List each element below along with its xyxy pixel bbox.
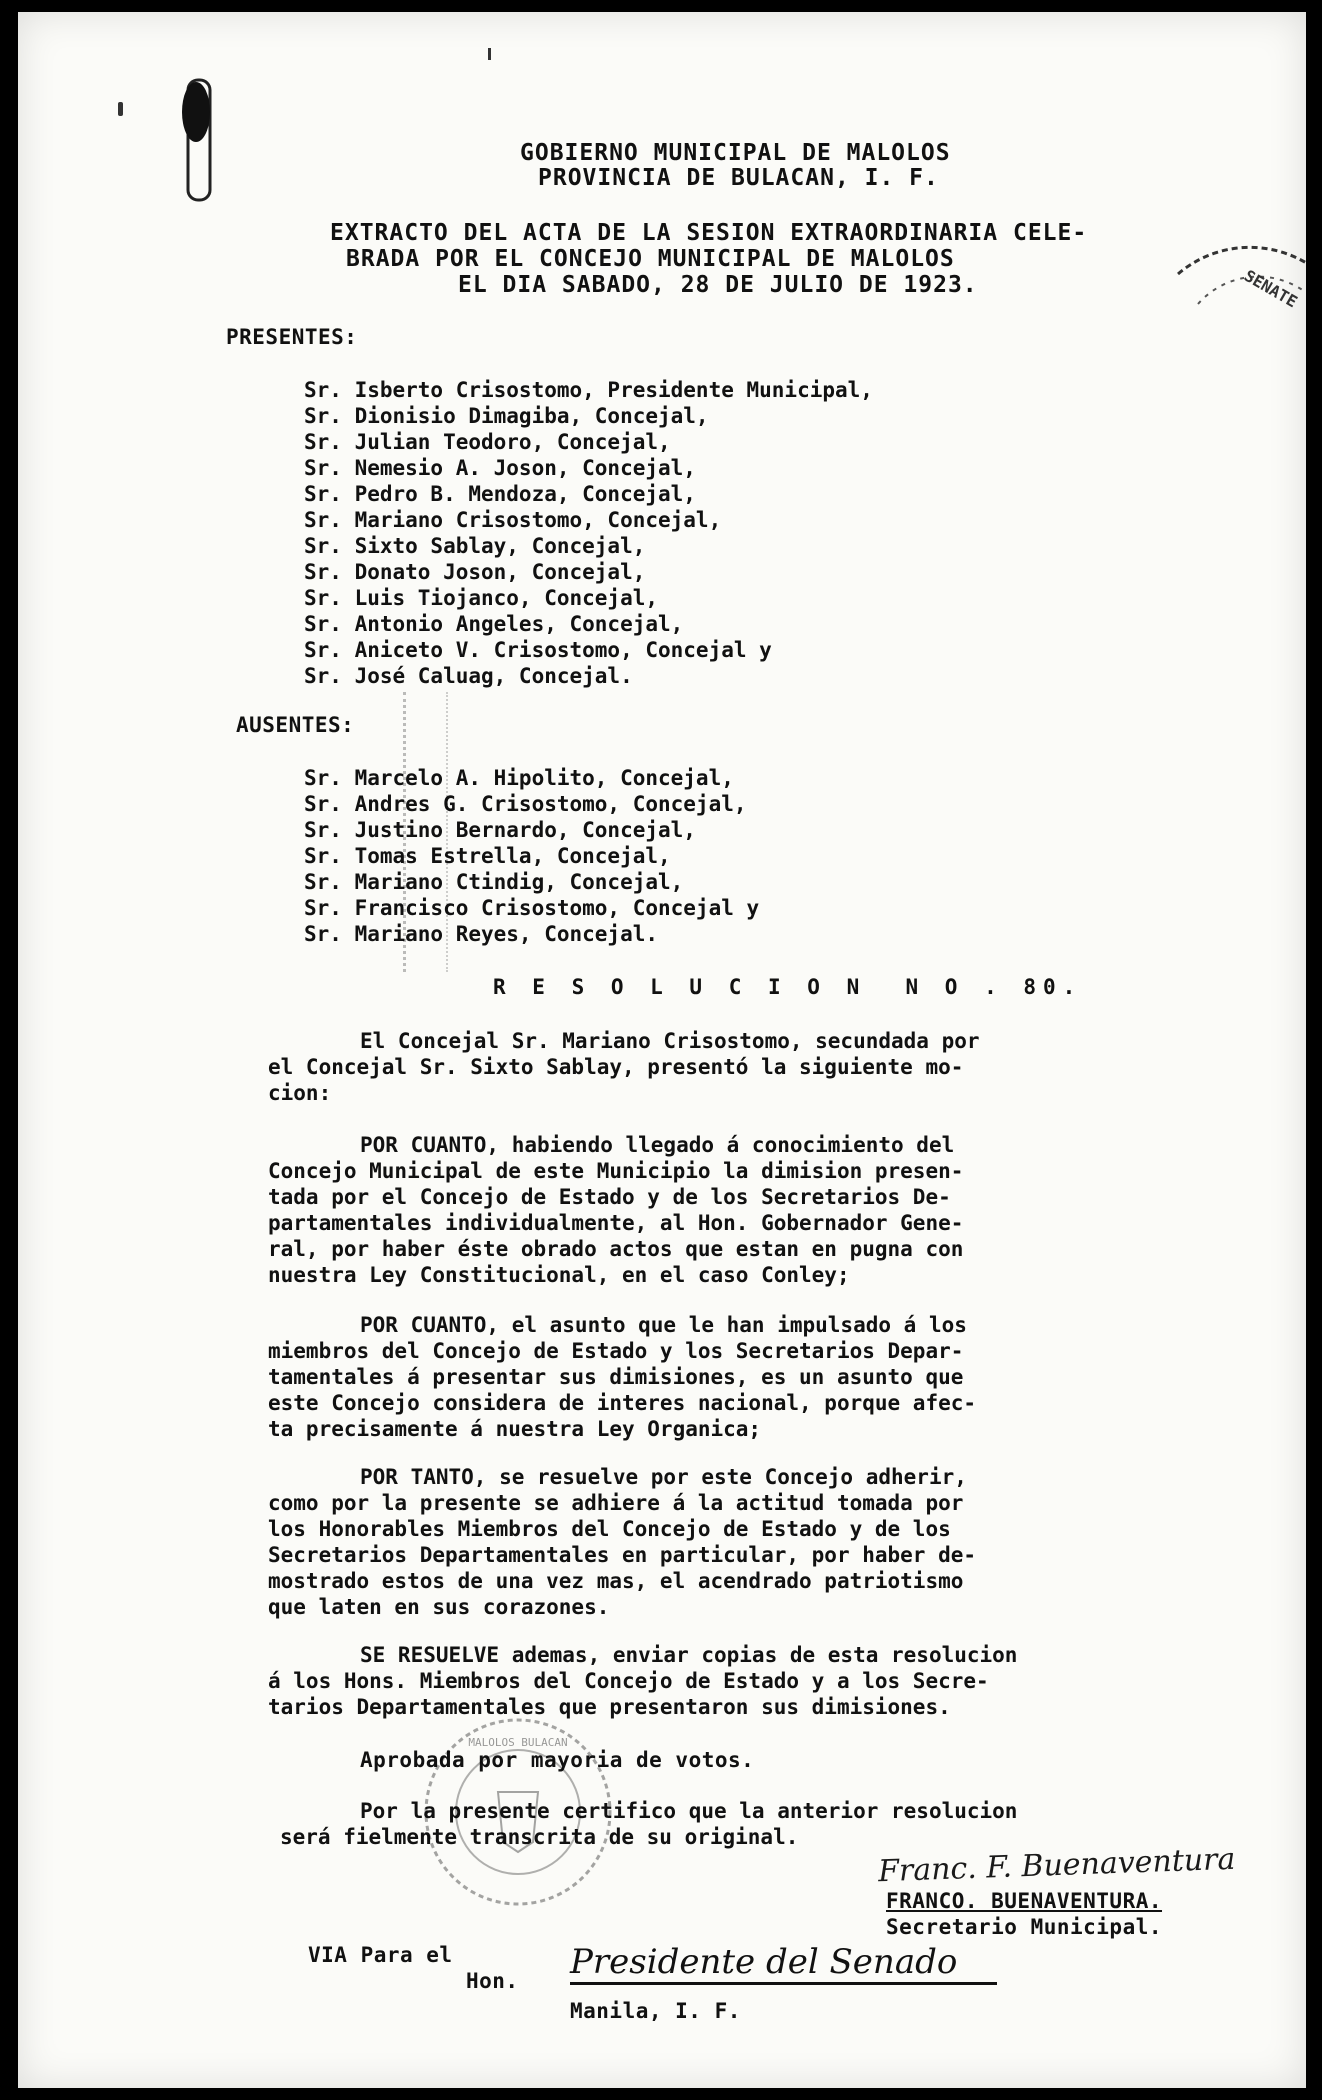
signature-name: FRANCO. BUENAVENTURA. (886, 1889, 1163, 1913)
ausentes-heading: AUSENTES: (236, 713, 355, 737)
intro-line: el Concejal Sr. Sixto Sablay, presentó la siguiente mo- (268, 1055, 964, 1079)
member-row: Sr. Donato Joson, Concejal, (304, 560, 646, 584)
intro-line: cion: (268, 1081, 332, 1105)
paragraph-line: será fielmente transcrita de su original. (280, 1825, 799, 1849)
document-page (18, 12, 1306, 2088)
member-row: Sr. Mariano Reyes, Concejal. (304, 922, 659, 946)
hon-label: Hon. (466, 1969, 519, 1993)
member-row: Sr. Luis Tiojanco, Concejal, (304, 586, 659, 610)
paragraph-line: ral, por haber éste obrado actos que estan en pugna con (268, 1237, 964, 1261)
resolution-title: R E S O L U C I O N N O . 80. (493, 975, 1083, 999)
member-row: Sr. Isberto Crisostomo, Presidente Municipal, (304, 378, 873, 402)
via-line: VIA Para el (308, 1943, 453, 1967)
municipal-seal (418, 1712, 618, 1912)
seal-text: MALOLOS BULACAN (468, 1736, 568, 1749)
paragraph-line: Secretarios Departamentales en particular, por haber de- (268, 1543, 977, 1567)
extract-line-3: EL DIA SABADO, 28 DE JULIO DE 1923. (458, 272, 978, 298)
member-row: Sr. Marcelo A. Hipolito, Concejal, (304, 766, 734, 790)
paragraph-line: tamentales á presentar sus dimisiones, es un asunto que (268, 1365, 964, 1389)
presentes-list (304, 377, 873, 689)
member-row: Sr. Nemesio A. Joson, Concejal, (304, 456, 696, 480)
member-row: Sr. José Caluag, Concejal. (304, 664, 633, 688)
handwritten-signature: Franc. F. Buenaventura (877, 1841, 1236, 1890)
por-tanto-paragraph (268, 1464, 1188, 1620)
paragraph-line: Por la presente certifico que la anterior resolucion (360, 1799, 1018, 1823)
member-row: Sr. Julian Teodoro, Concejal, (304, 430, 671, 454)
member-row: Sr. Andres G. Crisostomo, Concejal, (304, 792, 747, 816)
se-resuelve-paragraph (268, 1642, 1188, 1720)
intro-line: El Concejal Sr. Mariano Crisostomo, secundada por (360, 1029, 980, 1053)
header-line-1: GOBIERNO MUNICIPAL DE MALOLOS (520, 140, 951, 166)
paragraph-line: los Honorables Miembros del Concejo de Estado y de los (268, 1517, 951, 1541)
paragraph-line: POR TANTO, se resuelve por este Concejo adherir, (360, 1465, 967, 1489)
ink-speck (488, 48, 491, 60)
paragraph-line: SE RESUELVE ademas, enviar copias de esta resolucion (360, 1643, 1018, 1667)
paragraph-line: mostrado estos de una vez mas, el acendrado patriotismo (268, 1569, 964, 1593)
certifico-paragraph (268, 1798, 1188, 1850)
paragraph-line: tada por el Concejo de Estado y de los Secretarios De- (268, 1185, 951, 1209)
member-row: Sr. Dionisio Dimagiba, Concejal, (304, 404, 709, 428)
extract-line-2: BRADA POR EL CONCEJO MUNICIPAL DE MALOLOS (346, 246, 955, 272)
member-row: Sr. Mariano Ctindig, Concejal, (304, 870, 684, 894)
binder-hole-mark (168, 72, 228, 212)
member-row: Sr. Justino Bernardo, Concejal, (304, 818, 696, 842)
member-row: Sr. Pedro B. Mendoza, Concejal, (304, 482, 696, 506)
paragraph-line: á los Hons. Miembros del Concejo de Estado y a los Secre- (268, 1669, 989, 1693)
por-cuanto-2-paragraph (268, 1312, 1188, 1442)
paragraph-line: que laten en sus corazones. (268, 1595, 610, 1619)
paragraph-line: Concejo Municipal de este Municipio la dimision presen- (268, 1159, 964, 1183)
member-row: Sr. Tomas Estrella, Concejal, (304, 844, 671, 868)
header-line-2: PROVINCIA DE BULACAN, I. F. (538, 165, 939, 191)
paragraph-line: como por la presente se adhiere á la actitud tomada por (268, 1491, 964, 1515)
handwritten-addressee: Presidente del Senado (570, 1942, 997, 1985)
paragraph-line: tarios Departamentales que presentaron sus dimisiones. (268, 1695, 951, 1719)
presentes-heading: PRESENTES: (226, 325, 358, 349)
ausentes-list (304, 765, 759, 947)
aprobada-line: Aprobada por mayoria de votos. (360, 1748, 755, 1772)
paragraph-line: POR CUANTO, habiendo llegado á conocimiento del (360, 1133, 955, 1157)
intro-paragraph (268, 1028, 1188, 1106)
por-cuanto-1-paragraph (268, 1132, 1188, 1288)
member-row: Sr. Antonio Angeles, Concejal, (304, 612, 684, 636)
paragraph-line: POR CUANTO, el asunto que le han impulsado á los (360, 1313, 967, 1337)
received-stamp-text: SENATE (1241, 266, 1301, 312)
paragraph-line: partamentales individualmente, al Hon. Gobernador Gene- (268, 1211, 964, 1235)
paragraph-line: nuestra Ley Constitucional, en el caso Conley; (268, 1263, 850, 1287)
paragraph-line: ta precisamente á nuestra Ley Organica; (268, 1417, 762, 1441)
paragraph-line: este Concejo considera de interes nacional, porque afec- (268, 1391, 977, 1415)
member-row: Sr. Francisco Crisostomo, Concejal y (304, 896, 760, 920)
addressee-place: Manila, I. F. (570, 1999, 741, 2023)
member-row: Sr. Aniceto V. Crisostomo, Concejal y (304, 638, 772, 662)
member-row: Sr. Mariano Crisostomo, Concejal, (304, 508, 722, 532)
extract-line-1: EXTRACTO DEL ACTA DE LA SESION EXTRAORDINARIA CELE- (330, 220, 1088, 246)
paragraph-line: miembros del Concejo de Estado y los Secretarios Depar- (268, 1339, 964, 1363)
ink-speck (118, 102, 123, 116)
received-stamp (1158, 234, 1306, 374)
member-row: Sr. Sixto Sablay, Concejal, (304, 534, 646, 558)
faint-stamp-mark (403, 692, 448, 972)
signature-title: Secretario Municipal. (886, 1915, 1163, 1939)
